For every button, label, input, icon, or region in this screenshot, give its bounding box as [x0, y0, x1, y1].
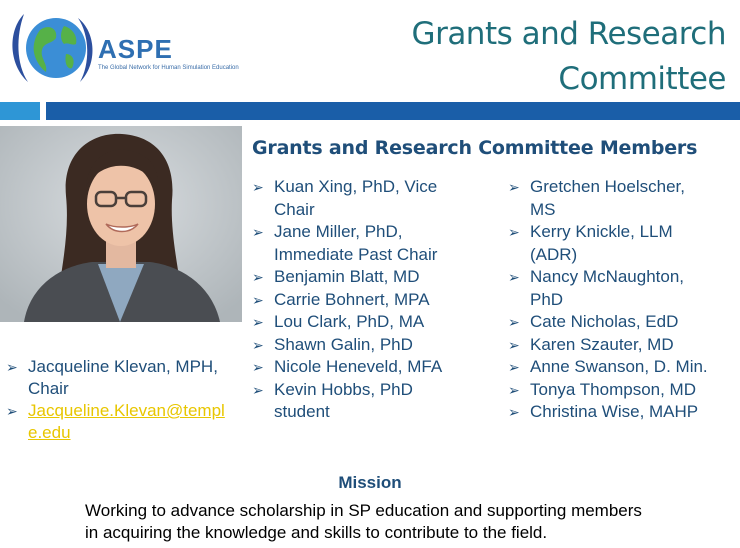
aspe-logo [6, 8, 239, 88]
member-item: ➢ Tonya Thompson, MD [508, 379, 740, 402]
member-item: ➢ Benjamin Blatt, MD [252, 266, 480, 289]
member-item: ➢ Lou Clark, PhD, MA [252, 311, 480, 334]
member-item: ➢ Christina Wise, MAHP [508, 401, 740, 424]
member-item: ➢ Nicole Heneveld, MFA [252, 356, 480, 379]
chair-name: Jacqueline Klevan, MPH, Chair [28, 357, 218, 398]
member-item: ➢ Karen Szauter, MD [508, 334, 740, 357]
members-column-1 [252, 176, 480, 424]
mission-heading: Mission [338, 473, 402, 492]
chair-name-item [6, 356, 246, 400]
arrow-bullet-icon: ➢ [252, 291, 264, 308]
arrow-bullet-icon: ➢ [252, 359, 264, 375]
member-item: ➢ Jane Miller, PhD, Immediate Past Chair [252, 222, 438, 264]
chair-email-link[interactable]: Jacqueline.Klevan@templ e.edu [28, 401, 225, 442]
accent-bar-light [0, 102, 40, 120]
title-line-2: Committee [558, 61, 726, 97]
member-item: ➢ Kevin Hobbs, PhD student [252, 379, 413, 421]
mission-text: Working to advance scholarship in SP education and supporting members in acquiring the knowledge and skills to contribute to the field. [85, 501, 642, 542]
arrow-bullet-icon: ➢ [252, 381, 264, 398]
member-item: ➢ Kuan Xing, PhD, Vice Chair [252, 177, 438, 219]
arrow-bullet-icon: ➢ [508, 404, 520, 420]
globe-icon [6, 8, 98, 88]
arrow-bullet-icon: ➢ [6, 359, 18, 375]
accent-bar-dark [46, 102, 740, 120]
arrow-bullet-icon: ➢ [508, 224, 520, 240]
arrow-bullet-icon: ➢ [508, 359, 520, 375]
arrow-bullet-icon: ➢ [508, 179, 520, 195]
members-heading: Grants and Research Committee Members [252, 137, 698, 159]
arrow-bullet-icon: ➢ [508, 269, 520, 285]
member-item: ➢ Carrie Bohnert, MPA [252, 289, 480, 312]
portrait-image [0, 126, 242, 322]
arrow-bullet-icon: ➢ [508, 336, 520, 353]
member-item: ➢ Kerry Knickle, LLM (ADR) [508, 222, 673, 264]
arrow-bullet-icon: ➢ [252, 336, 264, 353]
arrow-bullet-icon: ➢ [252, 269, 264, 285]
arrow-bullet-icon: ➢ [6, 403, 18, 419]
logo-wordmark: ASPE [98, 34, 173, 64]
members-column-2 [508, 176, 740, 424]
chair-photo [0, 126, 242, 322]
page-title [306, 12, 726, 102]
logo-tagline: The Global Network for Human Simulation Education [98, 65, 239, 71]
member-item: ➢ Shawn Galin, PhD [252, 334, 480, 357]
member-item: ➢ Anne Swanson, D. Min. [508, 356, 740, 379]
member-item: ➢ Nancy McNaughton, PhD [508, 267, 685, 309]
chair-list [6, 356, 246, 444]
title-line-1: Grants and Research [411, 16, 726, 52]
arrow-bullet-icon: ➢ [508, 314, 520, 330]
arrow-bullet-icon: ➢ [252, 179, 264, 195]
arrow-bullet-icon: ➢ [252, 314, 264, 330]
arrow-bullet-icon: ➢ [252, 224, 264, 240]
arrow-bullet-icon: ➢ [508, 381, 520, 398]
chair-email-item [6, 400, 246, 444]
member-item: ➢ Cate Nicholas, EdD [508, 311, 740, 334]
member-item: ➢ Gretchen Hoelscher, MS [508, 177, 685, 219]
